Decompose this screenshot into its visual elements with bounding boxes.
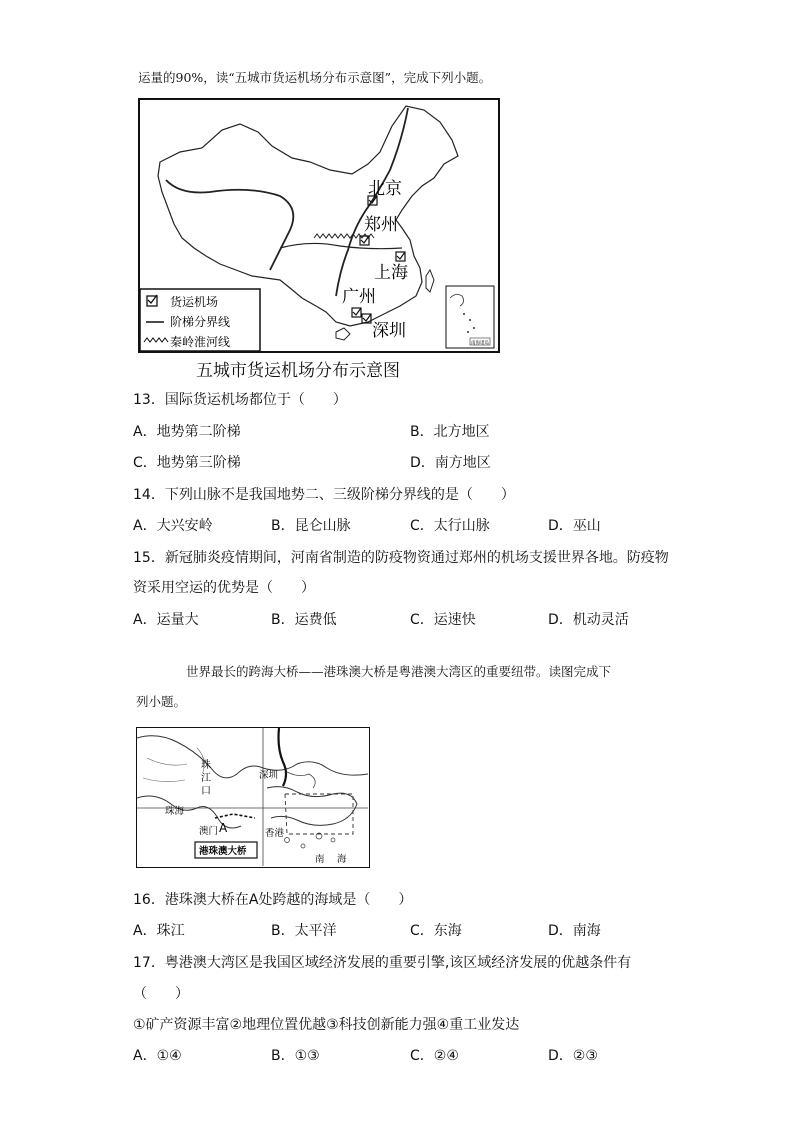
q15-option-c[interactable]: C．运速快 — [410, 612, 476, 628]
intro2-line2: 列小题。 — [136, 694, 187, 709]
legend-ladder-label: 阶梯分界线 — [170, 315, 231, 329]
label-nan: 南 — [315, 854, 325, 865]
q15-option-d[interactable]: D．机动灵活 — [548, 612, 629, 628]
q17-option-a[interactable]: A．①④ — [133, 1048, 182, 1064]
question-17-stem-line1: 17．粤港澳大湾区是我国区域经济发展的重要引擎,该区域经济发展的优越条件有 — [133, 955, 632, 971]
question-17-conditions: ①矿产资源丰富②地理位置优越③科技创新能力强④重工业发达 — [133, 1017, 520, 1033]
q16-option-d[interactable]: D．南海 — [548, 923, 601, 939]
label-hongkong: 香港 — [265, 828, 285, 839]
bridge-label: 港珠澳大桥 — [199, 846, 247, 857]
airport-shanghai-icon — [396, 252, 405, 261]
hzmb-bridge-line — [215, 814, 255, 818]
label-macau: 澳门 — [199, 826, 219, 837]
q16-option-c[interactable]: C．东海 — [410, 923, 462, 939]
label-zhuhai: 珠海 — [165, 806, 185, 817]
q13-option-d[interactable]: D．南方地区 — [410, 455, 491, 471]
pearl-river-map-svg — [137, 728, 368, 866]
intro-text: 运量的90%，读“五城市货运机场分布示意图”，完成下列小题。 — [138, 70, 492, 85]
pearl-river-map — [136, 727, 370, 868]
question-13-stem: 13．国际货运机场都位于（ ） — [133, 392, 347, 408]
label-kou: 口 — [201, 786, 211, 797]
china-map-svg — [140, 100, 498, 351]
city-label-zhengzhou: 郑州 — [364, 215, 398, 235]
legend-qinling-label: 秦岭淮河线 — [170, 335, 231, 349]
label-zhu: 珠 — [201, 760, 211, 771]
label-jiang: 江 — [201, 773, 211, 784]
q14-option-a[interactable]: A．大兴安岭 — [133, 518, 213, 534]
q13-option-b[interactable]: B．北方地区 — [410, 424, 490, 440]
q14-option-d[interactable]: D．巫山 — [548, 518, 601, 534]
inset-label: 南海诸岛 — [471, 341, 489, 346]
map1-legend — [140, 289, 260, 351]
question-15-stem-line1: 15．新冠肺炎疫情期间，河南省制造的防疫物资通过郑州的机场支援世界各地。防疫物 — [133, 550, 669, 566]
q15-option-a[interactable]: A．运量大 — [133, 612, 199, 628]
question-17-stem-line2: （ ） — [133, 986, 189, 1002]
q14-option-b[interactable]: B．昆仑山脉 — [271, 518, 351, 534]
map1-caption: 五城市货运机场分布示意图 — [196, 361, 400, 381]
airport-guangzhou-icon — [352, 308, 361, 317]
q13-option-a[interactable]: A．地势第二阶梯 — [133, 424, 241, 440]
legend-airport-label: 货运机场 — [170, 295, 219, 309]
q17-option-d[interactable]: D．②③ — [548, 1048, 598, 1064]
q13-option-c[interactable]: C．地势第三阶梯 — [133, 455, 241, 471]
q17-option-c[interactable]: C．②④ — [410, 1048, 459, 1064]
question-16-stem: 16．港珠澳大桥在A处跨越的海域是（ ） — [133, 892, 413, 908]
city-label-shanghai: 上海 — [374, 263, 408, 283]
label-hai: 海 — [337, 854, 347, 865]
q15-option-b[interactable]: B．运费低 — [271, 612, 337, 628]
intro2-line1: 世界最长的跨海大桥——港珠澳大桥是粤港澳大湾区的重要纽带。读图完成下 — [186, 664, 612, 679]
label-shenzhen: 深圳 — [259, 770, 279, 781]
label-point-a: A — [219, 821, 228, 835]
question-14-stem: 14．下列山脉不是我国地势二、三级阶梯分界线的是（ ） — [133, 487, 515, 503]
q14-option-c[interactable]: C．太行山脉 — [410, 518, 490, 534]
q17-option-b[interactable]: B．①③ — [271, 1048, 320, 1064]
q16-option-a[interactable]: A．珠江 — [133, 923, 185, 939]
city-label-guangzhou: 广州 — [342, 287, 376, 307]
china-map — [138, 98, 500, 353]
q16-option-b[interactable]: B．太平洋 — [271, 923, 337, 939]
question-15-stem-line2: 资采用空运的优势是（ ） — [133, 580, 315, 596]
city-label-beijing: 北京 — [368, 179, 402, 199]
city-label-shenzhen: 深圳 — [372, 321, 406, 341]
south-china-sea-inset — [446, 286, 494, 348]
